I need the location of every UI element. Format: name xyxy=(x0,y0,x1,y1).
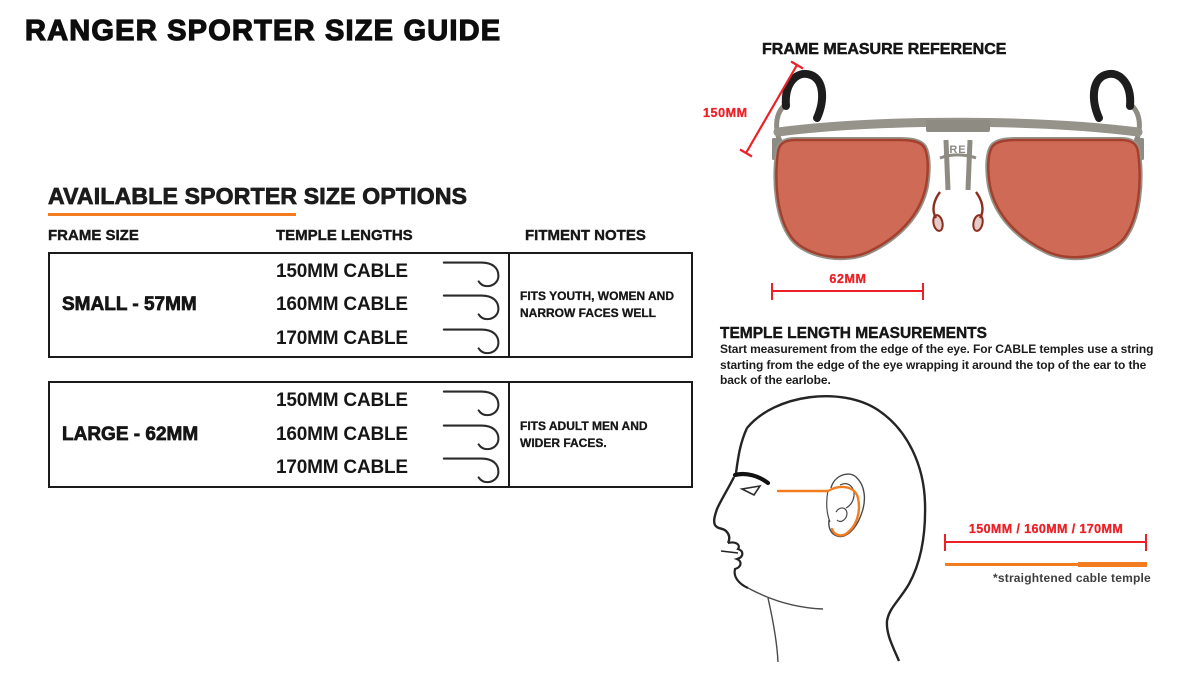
temple-length-row xyxy=(276,419,508,451)
left-nose-pad-wire xyxy=(933,192,940,218)
temple-measurements-heading: TEMPLE LENGTH MEASUREMENTS xyxy=(720,325,987,342)
size-table-small xyxy=(48,252,693,358)
size-options-heading: AVAILABLE SPORTER SIZE OPTIONS xyxy=(48,183,468,209)
right-nose-pad-wire xyxy=(976,192,983,218)
cable-temple-icon xyxy=(441,289,505,321)
temple-length-row xyxy=(276,452,508,484)
size-table-large xyxy=(48,381,693,488)
mouth-line xyxy=(721,551,738,553)
temple-measurements-body: Start measurement from the edge of the eye. For CABLE temples use a string starting from the edge of the eye wrapping it around the top of the ear to the back of the earlobe. xyxy=(720,342,1154,388)
head-outline xyxy=(747,396,925,661)
temple-length-label: 160MM CABLE xyxy=(276,423,408,445)
eyebrow-line xyxy=(735,474,768,483)
cable-temple-icon xyxy=(441,256,505,288)
nose-line xyxy=(714,477,734,543)
lens-width-label: 62MM xyxy=(829,272,867,286)
temple-length-row xyxy=(276,256,508,288)
fitment-notes-cell: FITS ADULT MEN AND WIDER FACES. xyxy=(508,383,691,486)
straightened-temple-line-thin xyxy=(945,563,1078,566)
bridge-left-bar xyxy=(946,140,948,190)
cable-temple-icon xyxy=(441,452,505,484)
temple-length-label: 170MM CABLE xyxy=(276,457,408,479)
ear-inner-curl xyxy=(836,508,847,521)
lens-width-tick-left xyxy=(771,283,773,300)
straightened-temple-footnote: *straightened cable temple xyxy=(993,571,1151,585)
temple-length-row xyxy=(276,289,508,321)
lens-width-tick-right xyxy=(922,283,924,300)
temple-range-line xyxy=(945,541,1147,543)
cable-temple-icon xyxy=(441,385,505,417)
bridge-right-bar xyxy=(968,140,970,190)
page-title: RANGER SPORTER SIZE GUIDE xyxy=(25,15,502,47)
accent-underline xyxy=(48,213,296,216)
straightened-temple-line-thick xyxy=(1078,562,1147,567)
brand-mark: RE xyxy=(949,144,967,156)
temple-length-measure-label: 150MM xyxy=(703,106,748,120)
temple-length-label: 150MM CABLE xyxy=(276,389,408,411)
neck-front-line xyxy=(768,598,778,662)
jaw-line xyxy=(748,588,823,609)
head-profile-illustration xyxy=(690,388,950,668)
sunglasses-illustration xyxy=(700,60,1160,300)
brow-bar-tab xyxy=(926,120,990,132)
temple-lengths-cell xyxy=(276,383,508,486)
frame-size-cell: LARGE - 62MM xyxy=(62,423,199,445)
ear-front-line xyxy=(827,490,830,522)
temple-length-row xyxy=(276,323,508,355)
temple-range-tick-right xyxy=(1145,534,1147,551)
cable-temple-icon xyxy=(441,323,505,355)
frame-size-cell: SMALL - 57MM xyxy=(62,294,197,315)
temple-range-tick-left xyxy=(944,534,946,551)
left-nose-pad xyxy=(932,214,944,232)
temple-length-label: 160MM CABLE xyxy=(276,294,408,315)
mouth-chin-line xyxy=(728,542,748,588)
frame-measure-heading: FRAME MEASURE REFERENCE xyxy=(762,41,1007,58)
eye-line xyxy=(742,486,760,495)
lens-width-measure-line xyxy=(772,290,924,292)
temple-length-label: 170MM CABLE xyxy=(276,327,408,349)
temple-length-label: 150MM CABLE xyxy=(276,260,408,282)
cable-temple-icon xyxy=(441,419,505,451)
column-header-frame-size: FRAME SIZE xyxy=(48,227,139,244)
right-cable-temple xyxy=(1094,74,1130,118)
left-lens xyxy=(776,140,927,257)
temple-range-label: 150MM / 160MM / 170MM xyxy=(968,522,1124,536)
fitment-notes-cell: FITS YOUTH, WOMEN AND NARROW FACES WELL xyxy=(508,254,691,356)
left-cable-temple xyxy=(786,74,822,118)
column-header-temple-lengths: TEMPLE LENGTHS xyxy=(276,227,413,244)
temple-length-row xyxy=(276,385,508,417)
column-header-fitment-notes: FITMENT NOTES xyxy=(525,227,646,244)
temple-lengths-cell xyxy=(276,254,508,356)
right-nose-pad xyxy=(972,214,984,232)
forehead-line xyxy=(736,428,747,473)
right-lens xyxy=(988,140,1139,257)
